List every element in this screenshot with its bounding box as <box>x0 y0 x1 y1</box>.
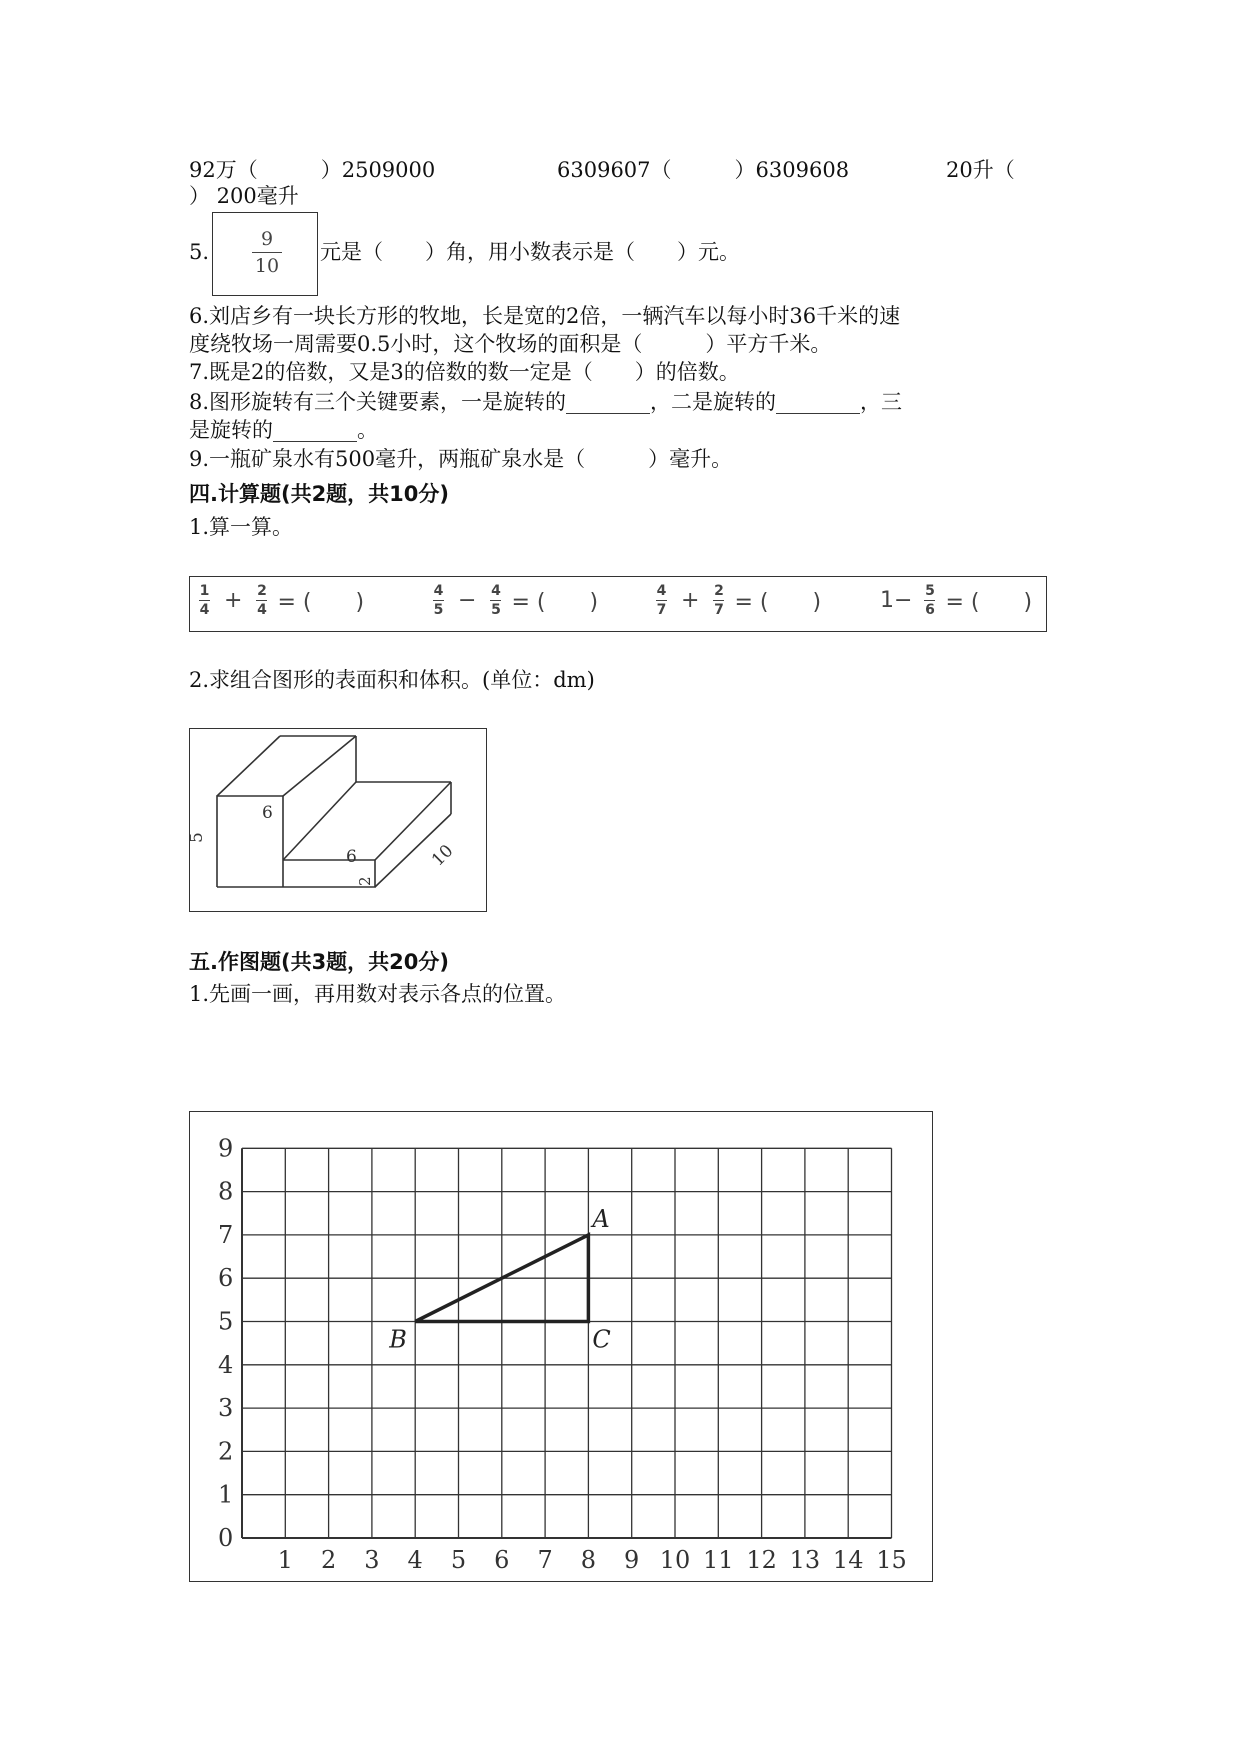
x-tick-label: 2 <box>320 1546 337 1574</box>
y-tick-label: 5 <box>218 1307 234 1336</box>
y-tick-label: 3 <box>218 1394 234 1423</box>
fraction: 4 5 <box>433 583 444 618</box>
x-tick-label: 15 <box>876 1546 907 1574</box>
compare-item-3: 20升（ <box>946 158 1015 182</box>
compare-item-3-cont: ） 200毫升 <box>189 184 299 208</box>
label-top-width: 6 <box>262 803 273 823</box>
fraction: 4 7 <box>656 583 667 618</box>
x-tick-label: 10 <box>659 1546 691 1574</box>
q6-line2: 度绕牧场一周需要0.5小时，这个牧场的面积是（ ）平方千米。 <box>189 332 832 356</box>
label-depth: 10 <box>427 840 458 871</box>
y-tick-label: 4 <box>218 1350 234 1379</box>
y-tick-label: 9 <box>218 1134 234 1163</box>
q5-number: 5. <box>189 240 210 264</box>
point-label-a: A <box>592 1204 610 1233</box>
fraction: 4 5 <box>491 583 501 618</box>
fraction-bar <box>252 252 282 253</box>
x-tick-label: 6 <box>494 1546 510 1574</box>
x-tick-label: 3 <box>364 1546 380 1574</box>
q5-fraction-box <box>212 212 318 296</box>
label-step-height: 2 <box>356 876 374 886</box>
y-tick-label: 2 <box>218 1437 234 1466</box>
y-tick-label: 7 <box>218 1220 234 1249</box>
q5-fraction-numerator: 9 <box>260 228 274 250</box>
x-tick-label: 5 <box>450 1546 467 1574</box>
q8-line2: 是旋转的________。 <box>189 418 378 442</box>
q5-fraction <box>252 228 282 277</box>
x-tick-label: 8 <box>580 1546 597 1574</box>
compare-item-1: 92万（ ）2509000 <box>189 158 436 182</box>
x-tick-label: 0 <box>218 1524 234 1552</box>
x-tick-label: 14 <box>832 1546 864 1574</box>
x-tick-label: 13 <box>789 1546 821 1574</box>
section4-title: 四.计算题(共2题，共10分) <box>189 482 450 506</box>
y-tick-label: 6 <box>218 1264 234 1293</box>
y-tick-label: 8 <box>218 1177 234 1206</box>
label-step-width: 6 <box>346 847 357 867</box>
calculation-box <box>189 576 1047 632</box>
solid-drawing <box>187 729 486 911</box>
calc-item-2: 4 5 − 4 5 = ( ) <box>433 583 599 618</box>
section4-q2: 2.求组合图形的表面积和体积。(单位：dm) <box>189 668 595 692</box>
calc-item-1: 1 4 + 2 4 = ( ) <box>199 583 365 618</box>
y-tick-label: 1 <box>218 1480 234 1509</box>
section5-title: 五.作图题(共3题，共20分) <box>189 950 450 974</box>
x-tick-label: 4 <box>407 1546 423 1574</box>
q6-line1: 6.刘店乡有一块长方形的牧地，长是宽的2倍，一辆汽车以每小时36千米的速 <box>189 304 901 328</box>
label-height: 5 <box>187 832 207 843</box>
x-tick-label: 1 <box>277 1546 293 1574</box>
composite-solid-figure <box>189 728 487 912</box>
compare-item-2: 6309607（ ）6309608 <box>557 158 850 182</box>
x-tick-label: 11 <box>703 1546 734 1574</box>
fraction: 1 4 <box>199 583 210 618</box>
section5-q1: 1.先画一画，再用数对表示各点的位置。 <box>189 982 567 1006</box>
x-tick-label: 9 <box>624 1546 640 1574</box>
calc-item-4: 1− 5 6 = ( ) <box>880 583 1033 618</box>
point-label-b: B <box>389 1325 407 1354</box>
calc-item-3: 4 7 + 2 7 = ( ) <box>656 583 822 618</box>
fraction: 5 6 <box>925 583 935 618</box>
coordinate-grid-figure <box>189 1111 933 1582</box>
point-label-c: C <box>592 1325 611 1354</box>
x-tick-label: 7 <box>537 1546 553 1574</box>
coordinate-grid <box>190 1112 932 1581</box>
q8-line1: 8.图形旋转有三个关键要素，一是旋转的________，二是旋转的________，三 <box>189 390 903 414</box>
q7-text: 7.既是2的倍数，又是3的倍数的数一定是（ ）的倍数。 <box>189 360 740 384</box>
q9-text: 9.一瓶矿泉水有500毫升，两瓶矿泉水是（ ）毫升。 <box>189 447 733 471</box>
fraction: 2 4 <box>257 583 267 618</box>
q5-fraction-denominator: 10 <box>254 255 280 277</box>
fraction: 2 7 <box>714 583 724 618</box>
q5-text: 元是（ ）角，用小数表示是（ ）元。 <box>320 240 740 264</box>
x-tick-label: 12 <box>746 1546 777 1574</box>
section4-q1: 1.算一算。 <box>189 515 294 539</box>
